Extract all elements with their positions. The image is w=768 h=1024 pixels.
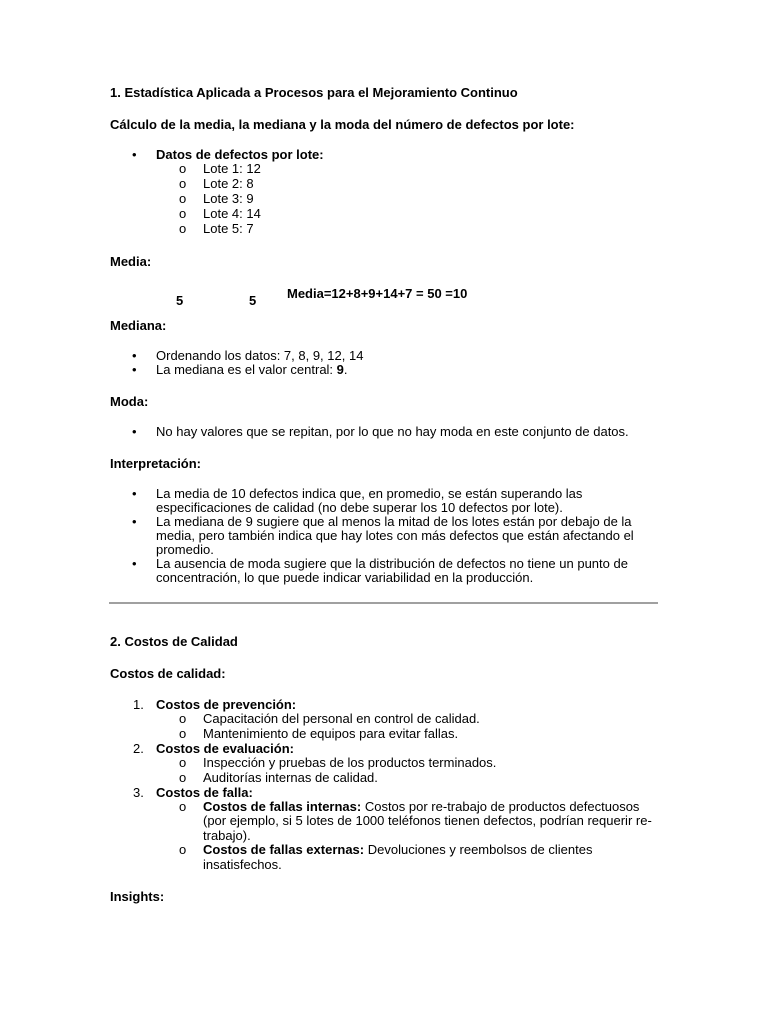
moda-heading: Moda: — [110, 394, 149, 409]
bullet-marker: • — [132, 362, 137, 377]
media-denominator: 5 — [176, 293, 184, 308]
costo-sub-item: Mantenimiento de equipos para evitar fallas. — [203, 726, 459, 741]
interpretacion-heading: Interpretación: — [110, 456, 202, 471]
bullet-marker: • — [132, 424, 137, 439]
mediana-item-suffix: . — [343, 362, 348, 377]
bullet-marker: • — [132, 556, 137, 571]
costo-label: Costos de evaluación: — [156, 741, 294, 756]
list-number: 1. — [133, 697, 144, 712]
lote-item: Lote 5: 7 — [203, 221, 254, 236]
section1-title: 1. Estadística Aplicada a Procesos para el Mejoramiento Continuo — [110, 85, 518, 100]
media-heading: Media: — [110, 254, 152, 269]
bullet-marker: • — [132, 147, 137, 162]
sub-marker: o — [179, 770, 187, 785]
sub-marker: o — [179, 161, 187, 176]
costo-label: Costos de falla: — [156, 785, 253, 800]
falla-externas-label: Costos de fallas externas: — [203, 842, 365, 857]
section-divider — [109, 602, 658, 604]
sub-marker: o — [179, 726, 187, 741]
costo-sub-item: Inspección y pruebas de los productos terminados. — [203, 755, 497, 770]
section1-subtitle: Cálculo de la media, la mediana y la moda del número de defectos por lote: — [110, 117, 575, 132]
mediana-item: Ordenando los datos: 7, 8, 9, 12, 14 — [156, 348, 364, 363]
lote-item: Lote 3: 9 — [203, 191, 254, 206]
list-number: 2. — [133, 741, 144, 756]
falla-internas-text: Costos por re-trabajo de productos defectuosos — [361, 799, 640, 814]
sub-marker: o — [179, 206, 187, 221]
interpretacion-item-line: La media de 10 defectos indica que, en promedio, se están superando las — [156, 486, 583, 501]
costo-sub-item: Auditorías internas de calidad. — [203, 770, 378, 785]
costo-label: Costos de prevención: — [156, 697, 297, 712]
mediana-item-text: La mediana es el valor central: — [156, 362, 337, 377]
sub-marker: o — [179, 755, 187, 770]
media-formula: Media=12+8+9+14+7 = 50 =10 — [287, 286, 468, 301]
mediana-item — [156, 362, 348, 377]
list-number: 3. — [133, 785, 144, 800]
datos-label: Datos de defectos por lote: — [156, 147, 324, 162]
costo-sub-item: Capacitación del personal en control de calidad. — [203, 711, 480, 726]
falla-internas-line: (por ejemplo, si 5 lotes de 1000 teléfonos tienen defectos, podrían requerir re- — [203, 813, 652, 828]
falla-internas-line: trabajo). — [203, 828, 251, 843]
falla-externas-line: insatisfechos. — [203, 857, 282, 872]
mediana-value: 9 — [336, 362, 344, 377]
interpretacion-item-line: concentración, lo que puede indicar variabilidad en la producción. — [156, 570, 534, 585]
falla-externas-text: Devoluciones y reembolsos de clientes — [364, 842, 593, 857]
section2-title: 2. Costos de Calidad — [110, 634, 238, 649]
mediana-heading: Mediana: — [110, 318, 167, 333]
lote-item: Lote 1: 12 — [203, 161, 261, 176]
lote-item: Lote 2: 8 — [203, 176, 254, 191]
sub-marker: o — [179, 799, 187, 814]
interpretacion-item-line: La mediana de 9 sugiere que al menos la mitad de los lotes están por debajo de la — [156, 514, 632, 529]
media-denominator: 5 — [249, 293, 257, 308]
sub-marker: o — [179, 191, 187, 206]
bullet-marker: • — [132, 348, 137, 363]
interpretacion-item-line: promedio. — [156, 542, 214, 557]
sub-marker: o — [179, 221, 187, 236]
sub-marker: o — [179, 711, 187, 726]
interpretacion-item-line: especificaciones de calidad (no debe superar los 10 defectos por lote). — [156, 500, 563, 515]
falla-internas-line — [203, 799, 639, 814]
falla-internas-label: Costos de fallas internas: — [203, 799, 362, 814]
sub-marker: o — [179, 842, 187, 857]
interpretacion-item-line: La ausencia de moda sugiere que la distribución de defectos no tiene un punto de — [156, 556, 628, 571]
bullet-marker: • — [132, 514, 137, 529]
bullet-marker: • — [132, 486, 137, 501]
moda-item: No hay valores que se repitan, por lo que no hay moda en este conjunto de datos. — [156, 424, 629, 439]
falla-externas-line — [203, 842, 592, 857]
interpretacion-item-line: media, pero también indica que hay lotes con más defectos que están afectando el — [156, 528, 634, 543]
section2-subtitle: Costos de calidad: — [110, 666, 226, 681]
insights-heading: Insights: — [110, 889, 165, 904]
sub-marker: o — [179, 176, 187, 191]
lote-item: Lote 4: 14 — [203, 206, 261, 221]
